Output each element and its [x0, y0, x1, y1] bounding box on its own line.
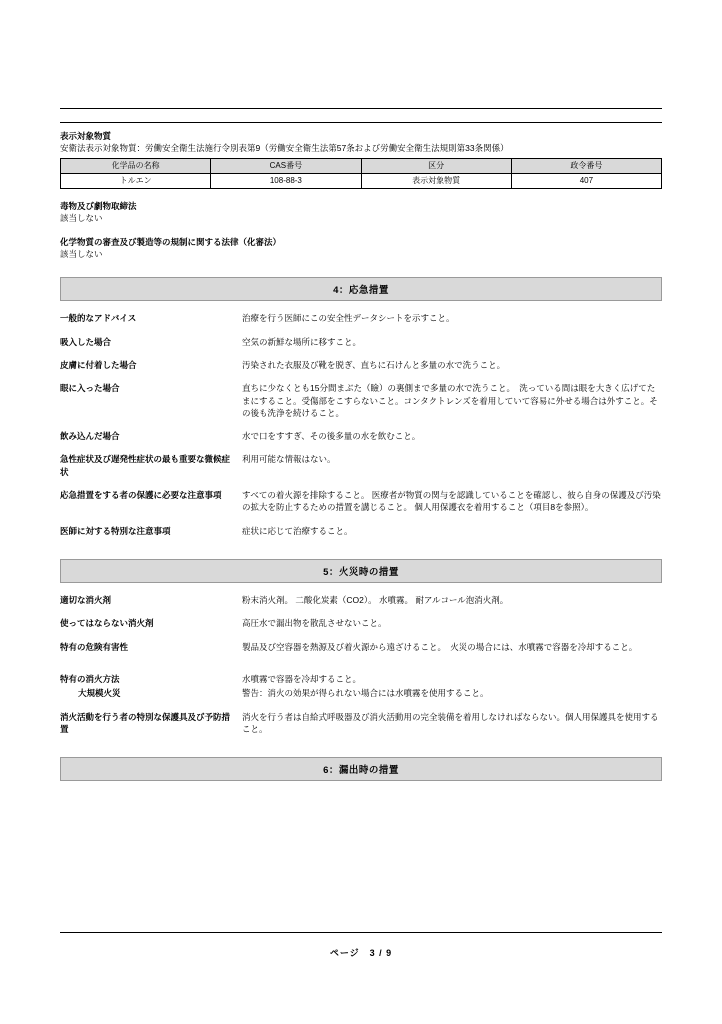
table-header-cell-name: 化学品の名称 — [61, 159, 211, 174]
term-label: 眼に入った場合 — [60, 383, 120, 394]
labeling-title: 表示対象物質 — [60, 131, 112, 141]
table-cell-name: トルエン — [61, 173, 211, 188]
term-description: 警告：消火の効果が得られない場合には水噴霧を使用すること。 — [242, 688, 489, 699]
footer-rule — [60, 932, 662, 933]
section-5-banner: 5：火災時の措置 — [60, 559, 662, 583]
section-4-row-1 — [60, 312, 662, 324]
term-label: 使ってはならない消火剤 — [60, 618, 154, 629]
term-description: 水で口をすすぎ、その後多量の水を飲むこと。 — [242, 431, 421, 442]
table-header-row — [61, 159, 662, 174]
poison-law-title: 毒物及び劇物取締法 — [60, 200, 137, 211]
header-rule-bottom — [60, 122, 662, 123]
section-4-row-5 — [60, 430, 662, 442]
term-label-sub: 大規模火災 — [78, 688, 121, 699]
table-cell-cas: 108-88-3 — [211, 173, 361, 188]
term-label: 特有の消火方法 — [60, 673, 120, 684]
section-5-row-5 — [60, 687, 662, 699]
term-description: 直ちに少なくとも15分間まぶた（瞼）の裏側まで多量の水で洗うこと。 洗っている間は眼を大きく広げてたまにすること。受傷部をこすらないこと。コンタクトレンズを着用していて容易に外せる場合は外すこと。その後も洗浄を続けること。 — [242, 383, 658, 418]
term-description: 製品及び空容器を熱源及び着火源から遠ざけること。 火災の場合には、水噴霧で容器を冷却すること。 — [242, 641, 638, 652]
term-label: 飲み込んだ場合 — [60, 431, 120, 442]
section-4-row-8 — [60, 525, 662, 537]
term-description: 汚染された衣服及び靴を脱ぎ、直ちに石けんと多量の水で洗うこと。 — [242, 359, 506, 370]
term-description: すべての着火源を排除すること。 医療者が物質の関与を認識していることを確認し、彼ら自身の保護及び汚染の拡大を防止するための措置を講じること。 個人用保護衣を着用すること（項目8を参照）。 — [242, 490, 661, 513]
header-rule-top — [60, 108, 662, 109]
table-row — [61, 173, 662, 188]
kashinho-title: 化学物質の審査及び製造等の規制に関する法律（化審法） — [60, 236, 282, 247]
table-header-cell-category: 区分 — [361, 159, 511, 174]
footer-page-number: ページ 3 / 9 — [329, 948, 393, 958]
section-5-row-6 — [60, 711, 662, 736]
section-4-row-3 — [60, 359, 662, 371]
term-description: 利用可能な情報はない。 — [242, 454, 336, 465]
table-header-cell-cas: CAS番号 — [211, 159, 361, 174]
section-4-row-4 — [60, 382, 662, 419]
section-5-row-4 — [60, 673, 662, 685]
section-6-banner: 6：漏出時の措置 — [60, 757, 662, 781]
term-description: 空気の新鮮な場所に移すこと。 — [242, 336, 362, 347]
term-description: 高圧水で漏出物を散乱させないこと。 — [242, 618, 387, 629]
section-5-row-2 — [60, 617, 662, 629]
section-4-banner: 4：応急措置 — [60, 277, 662, 301]
term-label: 一般的なアドバイス — [60, 313, 137, 324]
section-4-row-6 — [60, 453, 662, 478]
section-4-row-2 — [60, 336, 662, 348]
term-description: 症状に応じて治療すること。 — [242, 525, 353, 536]
term-description: 水噴霧で容器を冷却すること。 — [242, 673, 362, 684]
term-label: 適切な消火剤 — [60, 595, 112, 606]
term-label: 医師に対する特別な注意事項 — [60, 525, 171, 536]
table-cell-category: 表示対象物質 — [361, 173, 511, 188]
labeling-table — [60, 158, 662, 188]
term-label: 特有の危険有害性 — [60, 641, 129, 652]
labeling-subtitle: 安衛法表示対象物質：労働安全衛生法施行令別表第9（労働安全衛生法第57条および労働安全衛生法規則第33条関係） — [60, 143, 509, 154]
section-4-row-7 — [60, 489, 662, 514]
table-header-cell-ordinance: 政令番号 — [511, 159, 661, 174]
term-label: 消火活動を行う者の特別な保護具及び予防措置 — [60, 711, 231, 734]
kashinho-body: 該当しない — [60, 249, 103, 260]
term-description: 粉末消火剤。 二酸化炭素（CO2）。 水噴霧。 耐アルコール泡消火剤。 — [242, 595, 509, 606]
section-5-row-3 — [60, 641, 662, 653]
term-label: 皮膚に付着した場合 — [60, 359, 137, 370]
term-label: 応急措置をする者の保護に必要な注意事項 — [60, 490, 222, 501]
poison-law-body: 該当しない — [60, 213, 103, 224]
table-cell-ordinance: 407 — [511, 173, 661, 188]
section-5-row-1 — [60, 594, 662, 606]
term-description: 治療を行う医師にこの安全性データシートを示すこと。 — [242, 313, 455, 324]
term-label: 急性症状及び遅発性症状の最も重要な微候症状 — [60, 454, 231, 477]
term-label: 吸入した場合 — [60, 336, 112, 347]
term-description: 消火を行う者は自給式呼吸器及び消火活動用の完全装備を着用しなければならない。個人用保護具を使用すること。 — [242, 711, 659, 734]
